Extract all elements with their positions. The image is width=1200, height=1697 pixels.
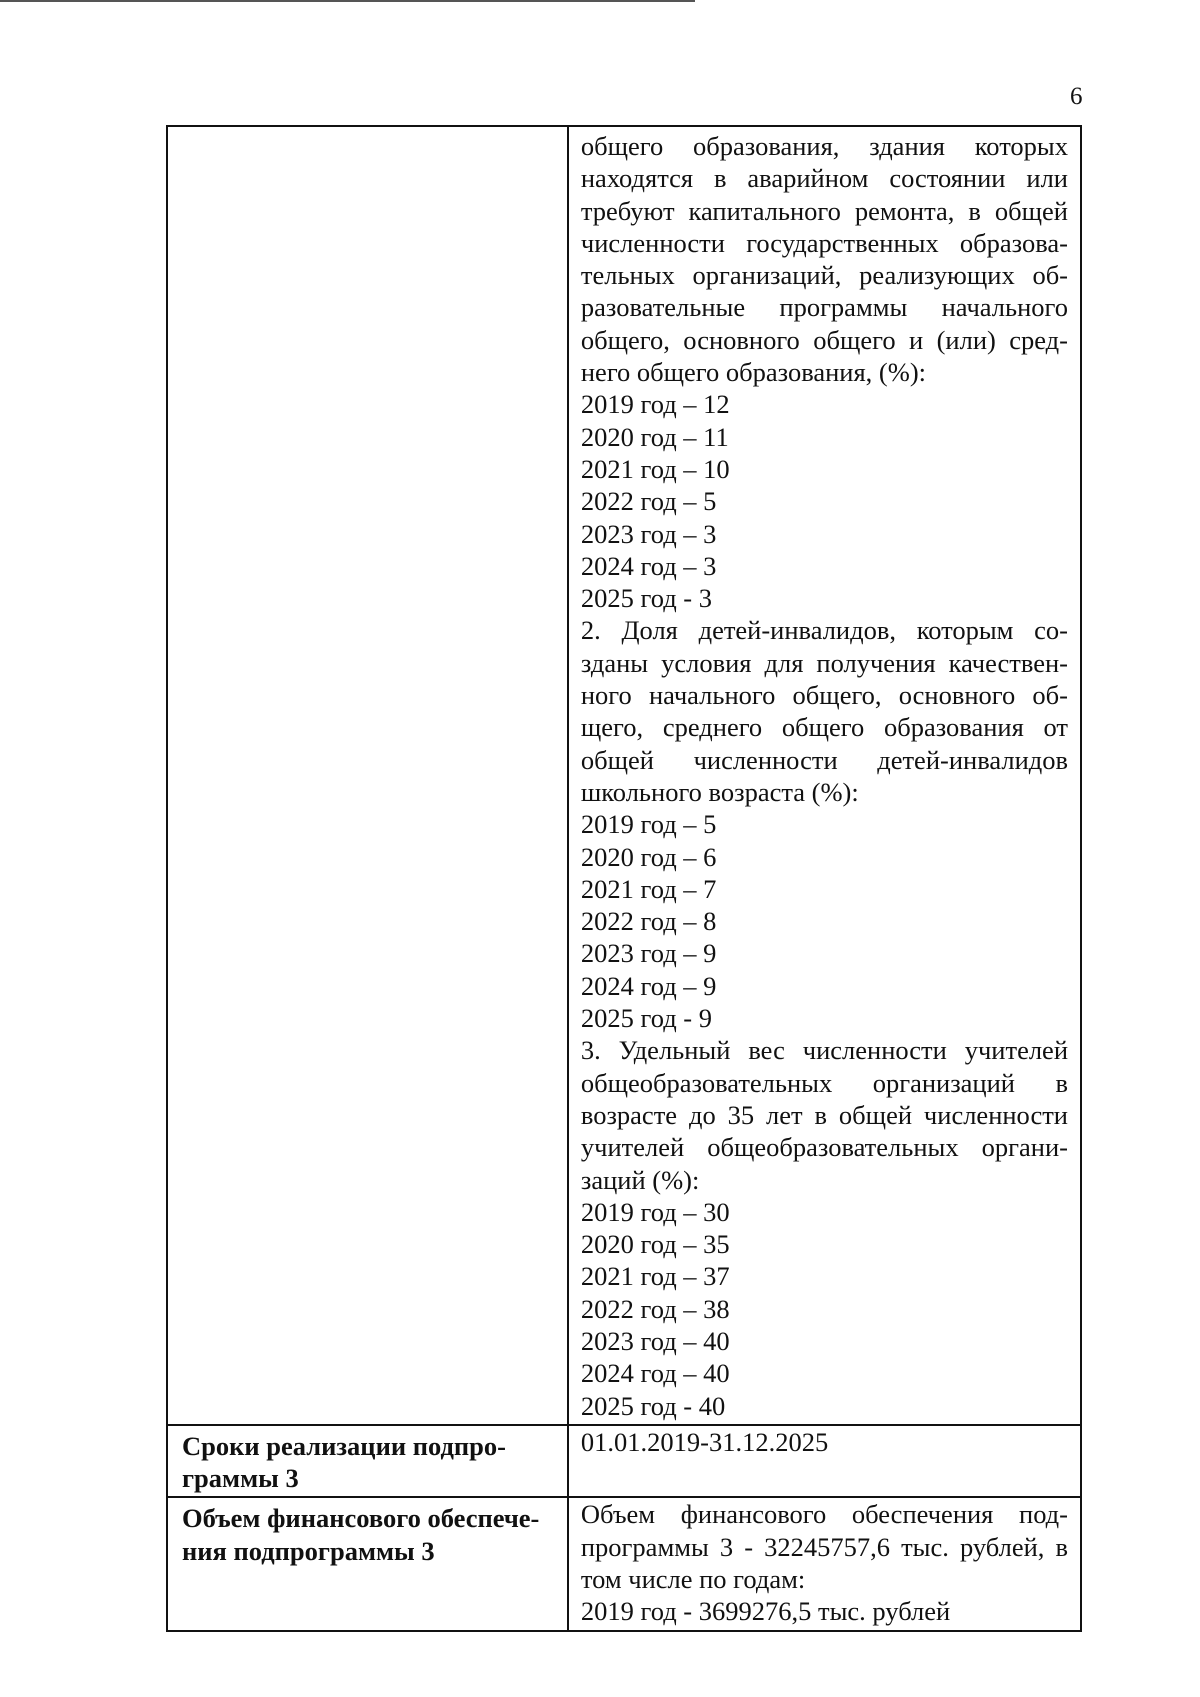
text-line: требуют капитального ремонта, в общей (580, 195, 1068, 226)
year-value-line: 2020 год – 11 (580, 421, 729, 452)
text-line: тельных организаций, реализующих об- (580, 260, 1068, 291)
indicators-value-cell (568, 126, 1081, 1425)
text-line: общеобразовательных организаций в (580, 1067, 1068, 1098)
year-value-line: 2023 год – 9 (580, 938, 717, 969)
finance-value-cell (568, 1497, 1081, 1630)
text-line: зданы условия для получения качествен- (580, 647, 1068, 678)
year-value-line: 2020 год – 6 (580, 841, 717, 872)
text-line: щего, среднего общего образования от (580, 712, 1068, 743)
text-line: том числе по годам: (580, 1564, 806, 1595)
year-value-line: 2019 год – 30 (580, 1196, 730, 1227)
text-line: учителей общеобразовательных органи- (580, 1132, 1068, 1163)
text-line: разовательные программы начального (580, 292, 1068, 323)
finance-label-cell (167, 1497, 568, 1630)
text-line: программы 3 - 32245757,6 тыс. рублей, в (580, 1531, 1068, 1562)
year-value-line: 2020 год – 35 (580, 1229, 730, 1260)
terms-row (167, 1425, 1081, 1498)
text-line: общей численности детей-инвалидов (580, 744, 1068, 775)
year-value-line: 2023 год – 40 (580, 1325, 730, 1356)
year-value-line: 2021 год – 7 (580, 873, 717, 904)
year-value-line: 2025 год - 40 (580, 1390, 726, 1421)
finance-row (167, 1497, 1081, 1630)
year-value-line: 2025 год - 3 (580, 583, 713, 614)
scan-edge-line (0, 0, 695, 2)
indicators-row (167, 126, 1081, 1425)
year-value-line: 2019 год – 5 (580, 809, 717, 840)
text-line: 3. Удельный вес численности учителей (580, 1035, 1068, 1066)
finance-label-line: ния подпрограммы 3 (182, 1535, 435, 1566)
text-line: находятся в аварийном состоянии или (580, 163, 1068, 194)
terms-value: 01.01.2019-31.12.2025 (580, 1426, 829, 1457)
year-amount-line: 2019 год - 3699276,5 тыс. рублей (580, 1596, 951, 1627)
year-value-line: 2022 год – 38 (580, 1293, 730, 1324)
text-line: численности государственных образова- (580, 227, 1068, 258)
terms-label-line: Сроки реализации подпро- (182, 1430, 506, 1461)
year-value-line: 2021 год – 10 (580, 453, 730, 484)
text-line: Объем финансового обеспечения под- (580, 1499, 1068, 1530)
year-value-line: 2024 год – 3 (580, 550, 717, 581)
year-value-line: 2022 год – 8 (580, 906, 717, 937)
year-value-line: 2024 год – 9 (580, 970, 717, 1001)
text-line: общего образования, здания которых (580, 131, 1068, 161)
year-value-line: 2019 год – 12 (580, 389, 730, 420)
terms-label-line: граммы 3 (182, 1463, 299, 1494)
year-value-line: 2021 год – 37 (580, 1261, 730, 1292)
year-value-line: 2022 год – 5 (580, 486, 717, 517)
year-value-line: 2025 год - 9 (580, 1003, 713, 1034)
page-number: 6 (1070, 83, 1083, 110)
year-value-line: 2024 год – 40 (580, 1358, 730, 1389)
text-line: 2. Доля детей-инвалидов, которым со- (580, 615, 1068, 646)
text-line: общего, основного общего и (или) сред- (580, 324, 1068, 355)
finance-label-line: Объем финансового обеспече- (182, 1503, 540, 1534)
text-line: заций (%): (580, 1164, 700, 1195)
year-value-line: 2023 год – 3 (580, 518, 717, 549)
subprogram-passport-table (166, 125, 1082, 1632)
text-line: возрасте до 35 лет в общей численности (580, 1099, 1068, 1130)
indicators-label-cell (167, 126, 568, 1425)
text-line: него общего образования, (%): (580, 357, 927, 388)
terms-label-cell (167, 1425, 568, 1498)
text-line: школьного возраста (%): (580, 776, 859, 807)
terms-value-cell (568, 1425, 1081, 1498)
text-line: ного начального общего, основного об- (580, 680, 1068, 711)
